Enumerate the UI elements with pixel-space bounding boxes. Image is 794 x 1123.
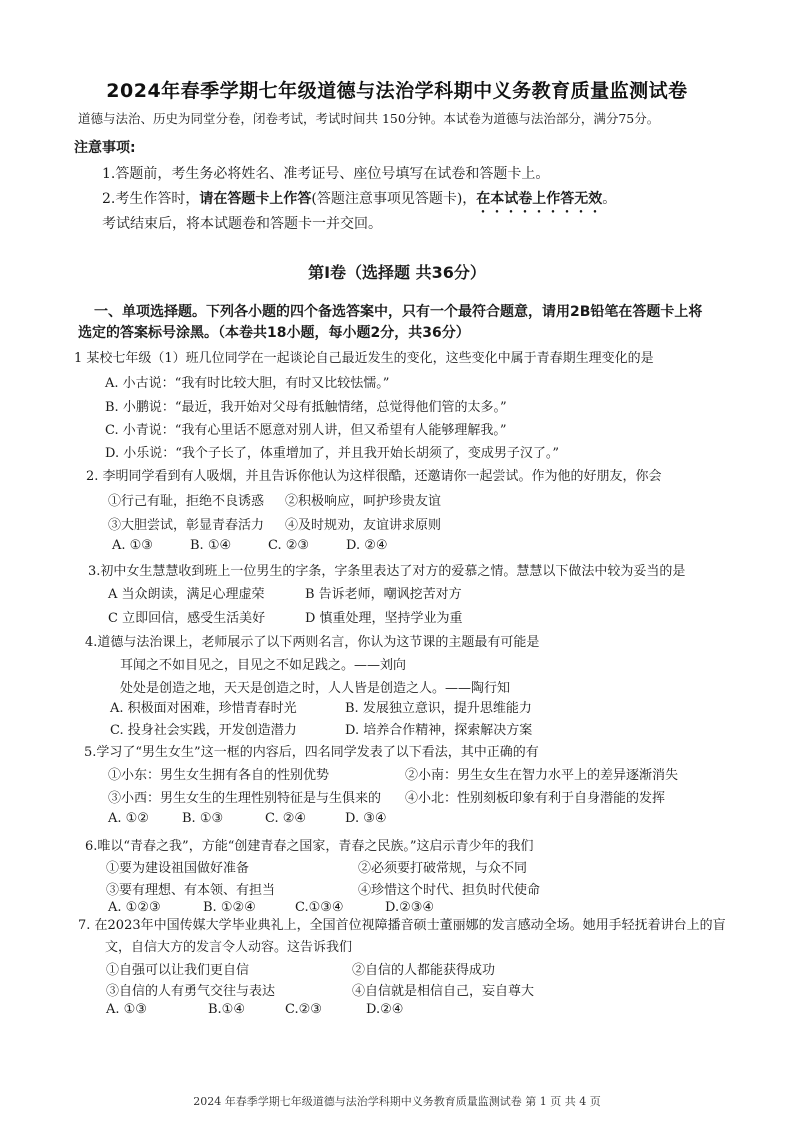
section-title: 第Ⅰ卷（选择题 共36分） [308,263,486,282]
notice-item-2 [102,188,616,216]
question-5-statement-4: ④小北：性别刻板印象有利于自身潜能的发挥 [405,791,666,806]
question-3-option-b: B 告诉老师，嘲讽挖苦对方 [305,587,462,602]
question-6-statement-4: ④珍惜这个时代、担负时代使命 [358,883,541,898]
page-title: 2024年春季学期七年级道德与法治学科期中义务教育质量监测试卷 [106,80,688,102]
question-6-option-b: B. ①②④ [203,900,256,915]
question-7-statement-3: ③自信的人有勇气交往与表达 [106,984,276,999]
question-2-statement-3: ③大胆尝试，彰显青春活力 [108,518,265,533]
question-1-option-d: D. 小乐说：“我个子长了，体重增加了，并且我开始长胡须了，变成男子汉了。” [105,446,560,461]
notice-item-2-part-b: 请在答题卡上作答 [199,191,312,207]
question-6-option-a: A. ①②③ [108,900,161,915]
question-6-stem: 6.唯以“青春之我”，方能“创建青春之国家，青春之民族。”这启示青少年的我们 [85,839,534,854]
notice-item-2-part-d: 在本试卷上作答无效 [476,191,603,207]
notice-heading: 注意事项: [74,140,136,156]
page-footer: 2024 年春季学期七年级道德与法治学科期中义务教育质量监测试卷 第 1 页 共 4 页 [193,1095,601,1108]
question-2-statement-4: ④及时规劝，友谊讲求原则 [285,518,442,533]
question-7-stem-line-1: 7. 在2023年中国传媒大学毕业典礼上，全国首位视障播音硕士董丽娜的发言感动全场。她用手轻抚着讲台上的盲 [78,918,726,933]
question-7-option-b: B.①④ [208,1002,245,1017]
question-4-quote-1: 耳闻之不如目见之，目见之不如足践之。——刘向 [120,658,407,673]
exam-intro: 道德与法治、历史为同堂分卷，闭卷考试，考试时间共 150分钟。本试卷为道德与法治部分，满分75分。 [78,111,660,126]
section-instruction-line-2: 选定的答案标号涂黑。（本卷共18小题，每小题2分，共36分） [78,325,470,341]
question-5-statement-3: ③小西：男生女生的生理性别特征是与生俱来的 [108,791,382,806]
question-1-stem: 1 某校七年级（1）班几位同学在一起谈论自己最近发生的变化，这些变化中属于青春期生理变化的是 [74,351,654,366]
question-4-option-d: D. 培养合作精神，探索解决方案 [345,723,533,738]
question-6-statement-2: ②必须要打破常规，与众不同 [358,861,528,876]
question-2-option-a: A. ①③ [112,538,153,553]
question-5-option-b: B. ①③ [182,811,224,826]
question-5-statement-2: ②小南：男生女生在智力水平上的差异逐渐消失 [405,768,679,783]
question-4-quote-2: 处处是创造之地，天天是创造之时，人人皆是创造之人。——陶行知 [120,681,511,696]
question-1-option-b: B. 小鹏说：“最近，我开始对父母有抵触情绪，总觉得他们管的太多。” [105,400,507,415]
question-7-statement-4: ④自信就是相信自己，妄自尊大 [352,984,535,999]
question-4-stem: 4.道德与法治课上，老师展示了以下两则名言，你认为这节课的主题最有可能是 [85,635,540,650]
question-1-option-c: C. 小青说：“我有心里话不愿意对别人讲，但又希望有人能够理解我。” [105,423,507,438]
section-instruction-line-1: 一、单项选择题。下列各小题的四个备选答案中，只有一个最符合题意，请用2B铅笔在答题卡上将 [94,304,703,320]
question-4-option-c: C. 投身社会实践，开发创造潜力 [110,723,297,738]
notice-item-2-part-a: 2.考生作答时， [102,191,200,207]
question-3-stem: 3.初中女生慧慧收到班上一位男生的字条，字条里表达了对方的爱慕之情。慧慧以下做法中较为妥当的是 [88,564,686,579]
question-7-stem-line-2: 文，自信大方的发言令人动容。这告诉我们 [105,940,353,955]
question-1-option-a: A. 小古说：“我有时比较大胆，有时又比较怯懦。” [105,376,390,391]
question-5-stem: 5.学习了“男生女生”这一框的内容后，四名同学发表了以下看法，其中正确的有 [84,745,539,760]
question-3-option-c: C 立即回信，感受生活美好 [108,611,266,626]
question-4-option-a: A. 积极面对困难，珍惜青春时光 [110,701,297,716]
question-6-option-d: D.②③④ [385,900,435,915]
question-2-option-b: B. ①④ [190,538,232,553]
question-5-option-a: A. ①② [108,811,149,826]
notice-item-2-part-c: (答题注意事项见答题卡)， [311,191,477,207]
question-6-option-c: C.①③④ [295,900,344,915]
question-5-statement-1: ①小东：男生女生拥有各自的性别优势 [108,768,330,783]
question-2-option-c: C. ②③ [268,538,310,553]
notice-item-3: 考试结束后，将本试题卷和答题卡一并交回。 [102,216,382,232]
question-7-option-c: C.②③ [285,1002,322,1017]
question-7-statement-1: ①自强可以让我们更自信 [106,963,250,978]
question-5-option-d: D. ③④ [345,811,387,826]
question-7-option-d: D.②④ [366,1002,404,1017]
question-6-statement-3: ③要有理想、有本领、有担当 [106,883,276,898]
notice-item-2-part-e: 。 [602,191,617,207]
question-2-option-d: D. ②④ [346,538,388,553]
question-4-option-b: B. 发展独立意识，提升思维能力 [345,701,532,716]
question-3-option-d: D 慎重处理，坚持学业为重 [305,611,463,626]
question-7-option-a: A. ①③ [106,1002,147,1017]
question-6-statement-1: ①要为建设祖国做好准备 [106,861,250,876]
question-7-statement-2: ②自信的人都能获得成功 [352,963,496,978]
question-5-option-c: C. ②④ [265,811,307,826]
question-3-option-a: A 当众朗读，满足心理虚荣 [108,587,265,602]
notice-item-1: 1.答题前，考生务必将姓名、准考证号、座位号填写在试卷和答题卡上。 [102,166,550,182]
question-2-stem: 2. 李明同学看到有人吸烟，并且告诉你他认为这样很酷，还邀请你一起尝试。作为他的好朋友，你会 [86,469,662,484]
question-2-statement-2: ②积极响应，呵护珍贵友谊 [285,494,442,509]
question-2-statement-1: ①行己有耻，拒绝不良诱惑 [108,494,265,509]
